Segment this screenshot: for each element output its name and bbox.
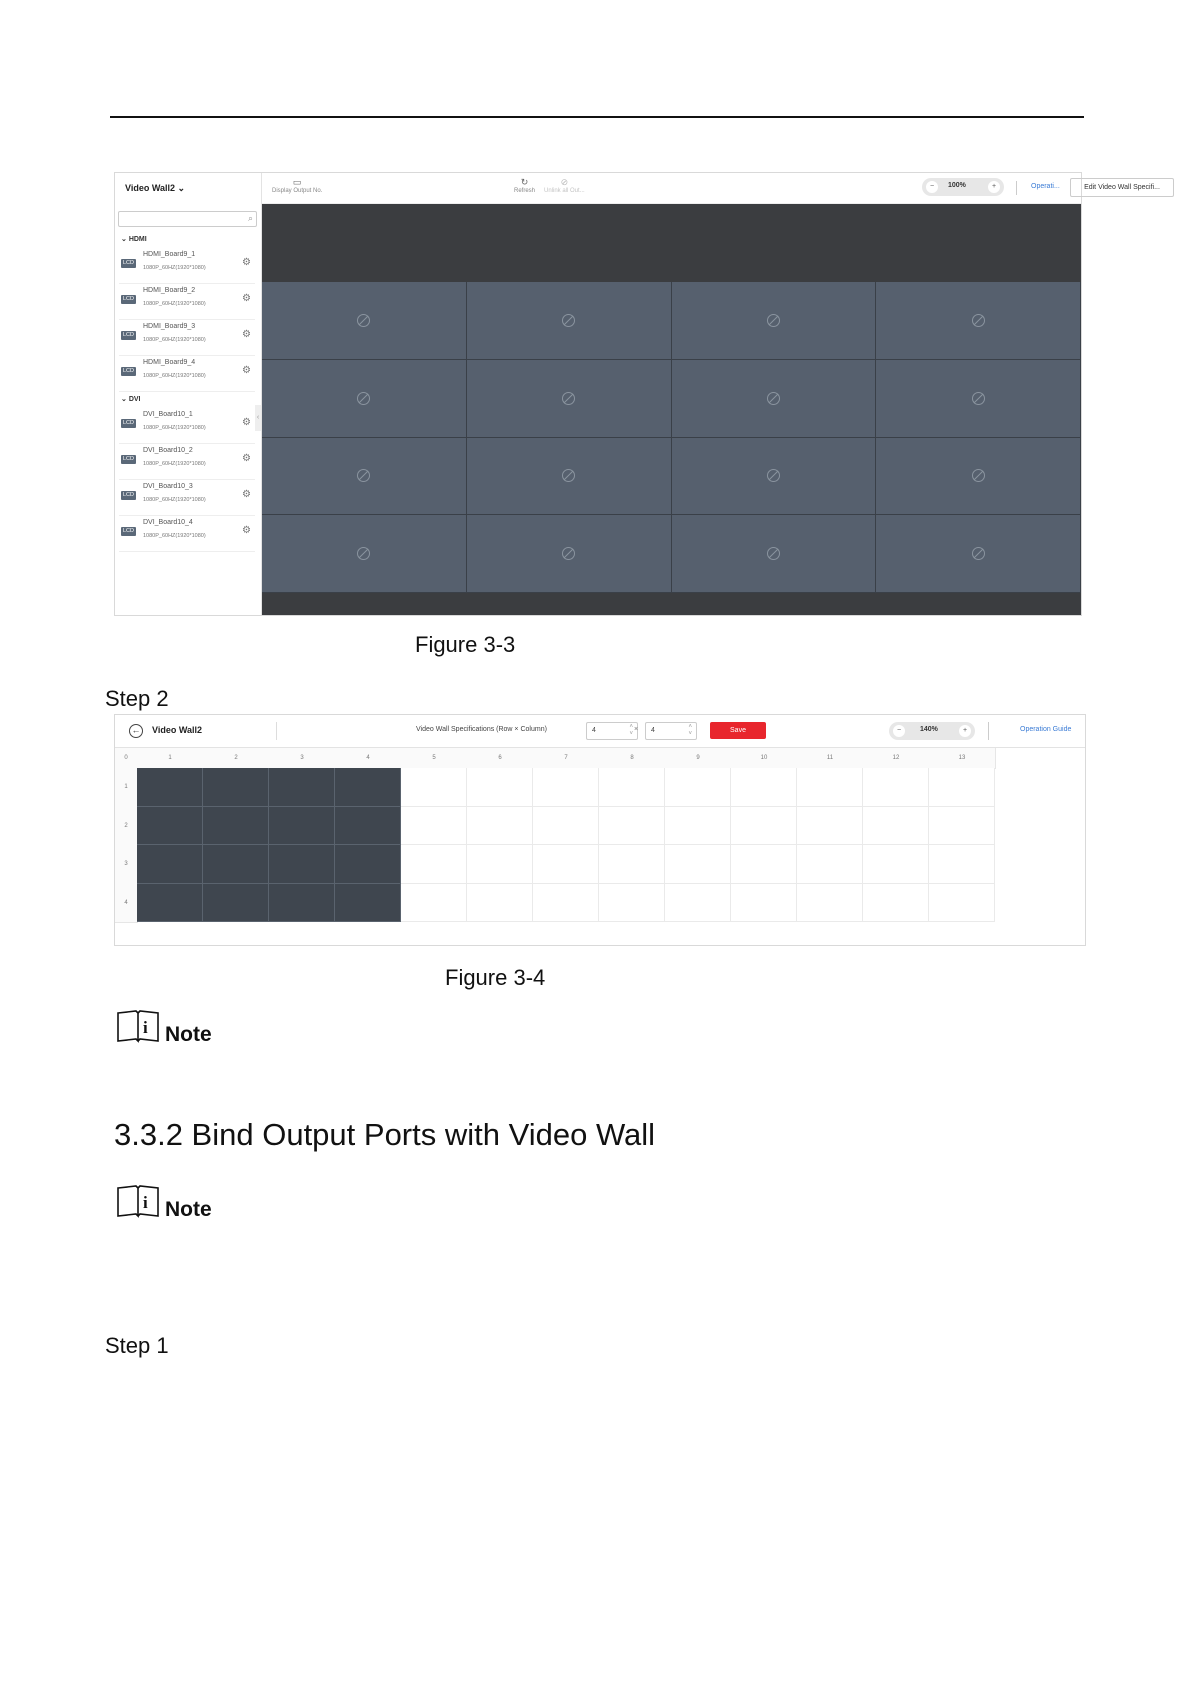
grid-cell[interactable]	[731, 845, 797, 884]
collapse-handle[interactable]: ‹	[255, 405, 261, 431]
rows-value: 4	[592, 727, 596, 734]
wall-screen-cell[interactable]	[467, 438, 672, 516]
wall-screen-cell[interactable]	[467, 360, 672, 438]
output-name: DVI_Board10_2	[143, 447, 193, 454]
output-name: DVI_Board10_3	[143, 483, 193, 490]
row-header: 1	[115, 768, 138, 808]
save-button[interactable]: Save	[710, 722, 766, 739]
unlink-label: Unlink all Out...	[544, 188, 585, 194]
row-header: 4	[115, 884, 138, 924]
output-item[interactable]	[119, 283, 255, 320]
no-signal-icon	[562, 469, 575, 482]
lcd-badge: LCD	[122, 332, 134, 338]
selected-grid-cell[interactable]	[335, 845, 401, 884]
back-icon[interactable]: ←	[129, 724, 143, 738]
selected-grid-cell[interactable]	[335, 768, 401, 807]
wall-selector[interactable]: Video Wall2 ⌄	[125, 183, 186, 193]
grid-cell[interactable]	[665, 807, 731, 846]
spec-label: Video Wall Specifications (Row × Column)	[416, 726, 547, 733]
wall-screen-cell[interactable]	[262, 282, 467, 360]
selected-grid-cell[interactable]	[269, 768, 335, 807]
output-name: HDMI_Board9_2	[143, 287, 196, 294]
operation-guide-link[interactable]: Operation Guide	[1020, 726, 1072, 733]
gear-icon[interactable]: ⚙	[242, 293, 251, 304]
stepper-icon[interactable]: ˄ ˅	[688, 724, 692, 737]
wall-screen-cell[interactable]	[467, 515, 672, 593]
zoom-value: 140%	[920, 726, 938, 733]
grid-cell[interactable]	[863, 768, 929, 807]
video-wall-screenshot	[114, 172, 1160, 616]
zoom-control	[922, 178, 1004, 196]
no-signal-icon	[972, 392, 985, 405]
no-signal-icon	[357, 314, 370, 327]
grid-cell[interactable]	[665, 845, 731, 884]
gear-icon[interactable]: ⚙	[242, 329, 251, 340]
lcd-badge: LCD	[122, 368, 134, 374]
selected-grid-cell[interactable]	[269, 845, 335, 884]
output-name: DVI_Board10_1	[143, 411, 193, 418]
zoom-control	[889, 722, 975, 740]
grid-cell[interactable]	[929, 845, 995, 884]
column-header: 9	[665, 748, 732, 769]
no-signal-icon	[562, 547, 575, 560]
stepper-icon[interactable]: ˄ ˅	[629, 724, 633, 737]
group-label: DVI	[128, 396, 141, 403]
search-icon[interactable]: ⌕	[247, 213, 253, 223]
wall-screen-cell[interactable]	[876, 282, 1081, 360]
column-header: 8	[599, 748, 666, 769]
edit-wall-spec-button[interactable]: Edit Video Wall Specifi...	[1070, 178, 1174, 197]
column-header: 1	[137, 748, 204, 769]
wall-screen-cell[interactable]	[876, 360, 1081, 438]
lcd-badge: LCD	[122, 296, 134, 302]
svg-text:i: i	[143, 1193, 148, 1212]
no-signal-icon	[767, 314, 780, 327]
cols-value: 4	[651, 727, 655, 734]
row-header: 3	[115, 845, 138, 885]
zoom-out-button[interactable]: −	[926, 181, 938, 193]
no-signal-icon	[972, 469, 985, 482]
output-item[interactable]	[119, 247, 255, 284]
no-signal-icon	[562, 314, 575, 327]
output-name: HDMI_Board9_1	[143, 251, 196, 258]
wall-canvas	[262, 204, 1081, 615]
grid-cell[interactable]	[533, 768, 599, 807]
output-item[interactable]	[119, 479, 255, 516]
grid-cell[interactable]	[797, 884, 863, 923]
svg-text:i: i	[143, 1018, 148, 1037]
figure-3-3-caption: Figure 3-3	[415, 632, 516, 657]
column-header: 3	[269, 748, 336, 769]
step-1-label: Step 1	[105, 1333, 169, 1358]
wall-screen-cell[interactable]	[467, 282, 672, 360]
lcd-badge: LCD	[122, 528, 134, 534]
column-header: 12	[863, 748, 930, 769]
output-resolution: 1080P_60HZ(1920*1080)	[143, 533, 206, 539]
grid-cell[interactable]	[533, 807, 599, 846]
grid-corner: 0	[115, 748, 138, 769]
wall-screen-cell[interactable]	[262, 438, 467, 516]
output-item[interactable]	[119, 443, 255, 480]
gear-icon[interactable]: ⚙	[242, 453, 251, 464]
output-item[interactable]	[119, 355, 255, 392]
grid-cell[interactable]	[533, 884, 599, 923]
no-signal-icon	[767, 547, 780, 560]
zoom-in-button[interactable]: +	[988, 181, 1000, 193]
grid-cell[interactable]	[599, 884, 665, 923]
grid-cell[interactable]	[731, 807, 797, 846]
grid-cell[interactable]	[599, 845, 665, 884]
refresh-icon: ↻	[520, 177, 529, 187]
selected-grid-cell[interactable]	[335, 884, 401, 923]
no-signal-icon	[972, 547, 985, 560]
output-resolution: 1080P_60HZ(1920*1080)	[143, 425, 206, 431]
zoom-value: 100%	[948, 182, 966, 189]
no-signal-icon	[357, 469, 370, 482]
times-sign: ×	[634, 726, 639, 733]
grid-cell[interactable]	[665, 884, 731, 923]
output-item[interactable]	[119, 407, 255, 444]
output-name: HDMI_Board9_4	[143, 359, 196, 366]
column-header: 13	[929, 748, 996, 769]
no-signal-icon	[357, 547, 370, 560]
column-header: 5	[401, 748, 468, 769]
refresh-label: Refresh	[514, 188, 536, 194]
output-name: DVI_Board10_4	[143, 519, 193, 526]
monitor-icon: ▭	[292, 177, 302, 187]
selected-grid-cell[interactable]	[269, 884, 335, 923]
gear-icon[interactable]: ⚙	[242, 417, 251, 428]
spec-toolbar	[115, 715, 1085, 748]
display-output-label: Display Output No.	[272, 188, 323, 194]
grid-cell[interactable]	[863, 807, 929, 846]
group-label: HDMI	[128, 236, 147, 243]
group-hdmi[interactable]: ⌄ HDMI	[121, 236, 147, 243]
output-item[interactable]	[119, 515, 255, 552]
gear-icon[interactable]: ⚙	[242, 365, 251, 376]
note-icon	[116, 1009, 160, 1043]
column-header: 2	[203, 748, 270, 769]
search-input[interactable]	[118, 211, 257, 227]
gear-icon[interactable]: ⚙	[242, 525, 251, 536]
wall-spec-screenshot	[114, 714, 1086, 946]
grid-cell[interactable]	[533, 845, 599, 884]
column-header: 7	[533, 748, 600, 769]
selected-grid-cell[interactable]	[137, 768, 203, 807]
step-2-label: Step 2	[105, 686, 169, 711]
no-signal-icon	[767, 469, 780, 482]
grid-cell[interactable]	[401, 768, 467, 807]
toolbar-divider	[276, 722, 277, 740]
output-resolution: 1080P_60HZ(1920*1080)	[143, 373, 206, 379]
grid-cell[interactable]	[731, 768, 797, 807]
grid-cell[interactable]	[929, 768, 995, 807]
zoom-in-button[interactable]: +	[959, 725, 971, 737]
wall-title: Video Wall2	[152, 725, 203, 735]
grid-cell[interactable]	[929, 807, 995, 846]
note-label: Note	[165, 1023, 212, 1046]
note-block	[116, 1184, 226, 1224]
operation-guide-link[interactable]: Operati...	[1031, 183, 1060, 190]
wall-screen-cell[interactable]	[672, 360, 877, 438]
lcd-badge: LCD	[122, 456, 134, 462]
section-heading: 3.3.2 Bind Output Ports with Video Wall	[114, 1117, 656, 1152]
output-resolution: 1080P_60HZ(1920*1080)	[143, 301, 206, 307]
selected-grid-cell[interactable]	[137, 884, 203, 923]
unlink-icon: ⊘	[560, 177, 569, 187]
selected-grid-cell[interactable]	[203, 768, 269, 807]
output-sidebar	[115, 173, 262, 615]
selected-grid-cell[interactable]	[203, 884, 269, 923]
grid-cell[interactable]	[467, 884, 533, 923]
no-signal-icon	[357, 392, 370, 405]
display-output-button[interactable]	[272, 177, 322, 194]
grid-cell[interactable]	[929, 884, 995, 923]
note-block	[116, 1009, 226, 1049]
grid-cell[interactable]	[467, 807, 533, 846]
lcd-badge: LCD	[122, 420, 134, 426]
refresh-button[interactable]	[514, 177, 535, 194]
grid-cell[interactable]	[863, 845, 929, 884]
grid-cell[interactable]	[797, 807, 863, 846]
column-header: 10	[731, 748, 798, 769]
wall-screen-cell[interactable]	[672, 515, 877, 593]
unlink-all-button[interactable]	[544, 177, 585, 194]
no-signal-icon	[767, 392, 780, 405]
output-item[interactable]	[119, 319, 255, 356]
selected-grid-cell[interactable]	[269, 807, 335, 846]
grid-cell[interactable]	[599, 768, 665, 807]
grid-cell[interactable]	[401, 884, 467, 923]
grid-cell[interactable]	[665, 768, 731, 807]
row-header: 2	[115, 807, 138, 847]
grid-cell[interactable]	[401, 845, 467, 884]
output-resolution: 1080P_60HZ(1920*1080)	[143, 497, 206, 503]
output-resolution: 1080P_60HZ(1920*1080)	[143, 265, 206, 271]
selected-grid-cell[interactable]	[203, 807, 269, 846]
column-header: 4	[335, 748, 402, 769]
column-header: 11	[797, 748, 864, 769]
grid-cell[interactable]	[797, 845, 863, 884]
grid-cell[interactable]	[599, 807, 665, 846]
selected-grid-cell[interactable]	[137, 845, 203, 884]
grid-cell[interactable]	[797, 768, 863, 807]
selected-grid-cell[interactable]	[137, 807, 203, 846]
no-signal-icon	[562, 392, 575, 405]
lcd-badge: LCD	[122, 492, 134, 498]
note-icon	[116, 1184, 160, 1218]
wall-screen-cell[interactable]	[876, 515, 1081, 593]
wall-grid	[262, 282, 1081, 593]
figure-3-4-caption: Figure 3-4	[445, 965, 546, 990]
selected-grid-cell[interactable]	[203, 845, 269, 884]
rows-input[interactable]	[586, 722, 638, 740]
header-rule	[110, 116, 1084, 118]
lcd-badge: LCD	[122, 260, 134, 266]
toolbar-divider	[1016, 181, 1017, 195]
wall-screen-cell[interactable]	[672, 438, 877, 516]
grid-cell[interactable]	[467, 845, 533, 884]
wall-screen-cell[interactable]	[262, 515, 467, 593]
note-label: Note	[165, 1198, 212, 1221]
wall-toolbar	[262, 173, 1160, 204]
grid-cell[interactable]	[401, 807, 467, 846]
group-dvi[interactable]: ⌄ DVI	[121, 396, 141, 403]
output-name: HDMI_Board9_3	[143, 323, 196, 330]
wall-screen-cell[interactable]	[262, 360, 467, 438]
grid-cell[interactable]	[863, 884, 929, 923]
gear-icon[interactable]: ⚙	[242, 489, 251, 500]
zoom-out-button[interactable]: −	[893, 725, 905, 737]
output-resolution: 1080P_60HZ(1920*1080)	[143, 337, 206, 343]
grid-cell[interactable]	[731, 884, 797, 923]
wall-screen-cell[interactable]	[876, 438, 1081, 516]
column-header: 6	[467, 748, 534, 769]
output-resolution: 1080P_60HZ(1920*1080)	[143, 461, 206, 467]
toolbar-divider	[988, 722, 989, 740]
gear-icon[interactable]: ⚙	[242, 257, 251, 268]
wall-screen-cell[interactable]	[672, 282, 877, 360]
grid-cell[interactable]	[467, 768, 533, 807]
no-signal-icon	[972, 314, 985, 327]
cols-input[interactable]	[645, 722, 697, 740]
selected-grid-cell[interactable]	[335, 807, 401, 846]
spec-grid[interactable]	[115, 748, 1086, 945]
